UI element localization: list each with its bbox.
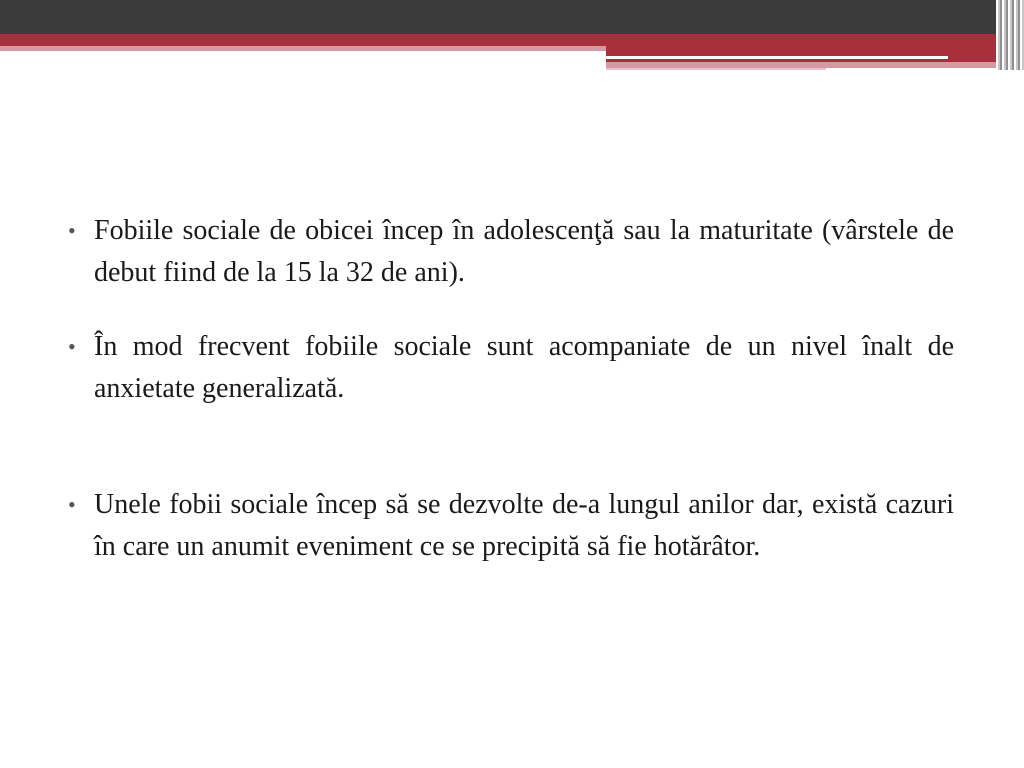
bullet-item <box>68 210 954 294</box>
bullet-text: În mod frecvent fobiile sociale sunt acompaniate de un nivel înalt de anxietate generalizată. <box>94 331 954 404</box>
bullet-item <box>68 484 954 568</box>
bullet-list <box>68 210 954 568</box>
header-accent-line <box>606 68 826 70</box>
bullet-marker: • <box>68 218 76 243</box>
slide-content <box>68 210 954 568</box>
header-accent-block <box>606 46 1000 62</box>
bullet-marker: • <box>68 492 76 517</box>
bullet-item <box>68 326 954 410</box>
bullet-text: Unele fobii sociale încep să se dezvolte de-a lungul anilor dar, există cazuri în care un anumit eveniment ce se precipită să fie hotărâtor. <box>94 489 954 562</box>
bullet-marker: • <box>68 334 76 359</box>
header-right-stripes <box>996 0 1024 70</box>
header-red-bar <box>0 34 1000 46</box>
header-dark-bar <box>0 0 1024 34</box>
bullet-text: Fobiile sociale de obicei încep în adolescenţă sau la maturitate (vârstele de debut fiind de la 15 la 32 de ani). <box>94 215 954 288</box>
header-accent-line <box>606 56 948 59</box>
